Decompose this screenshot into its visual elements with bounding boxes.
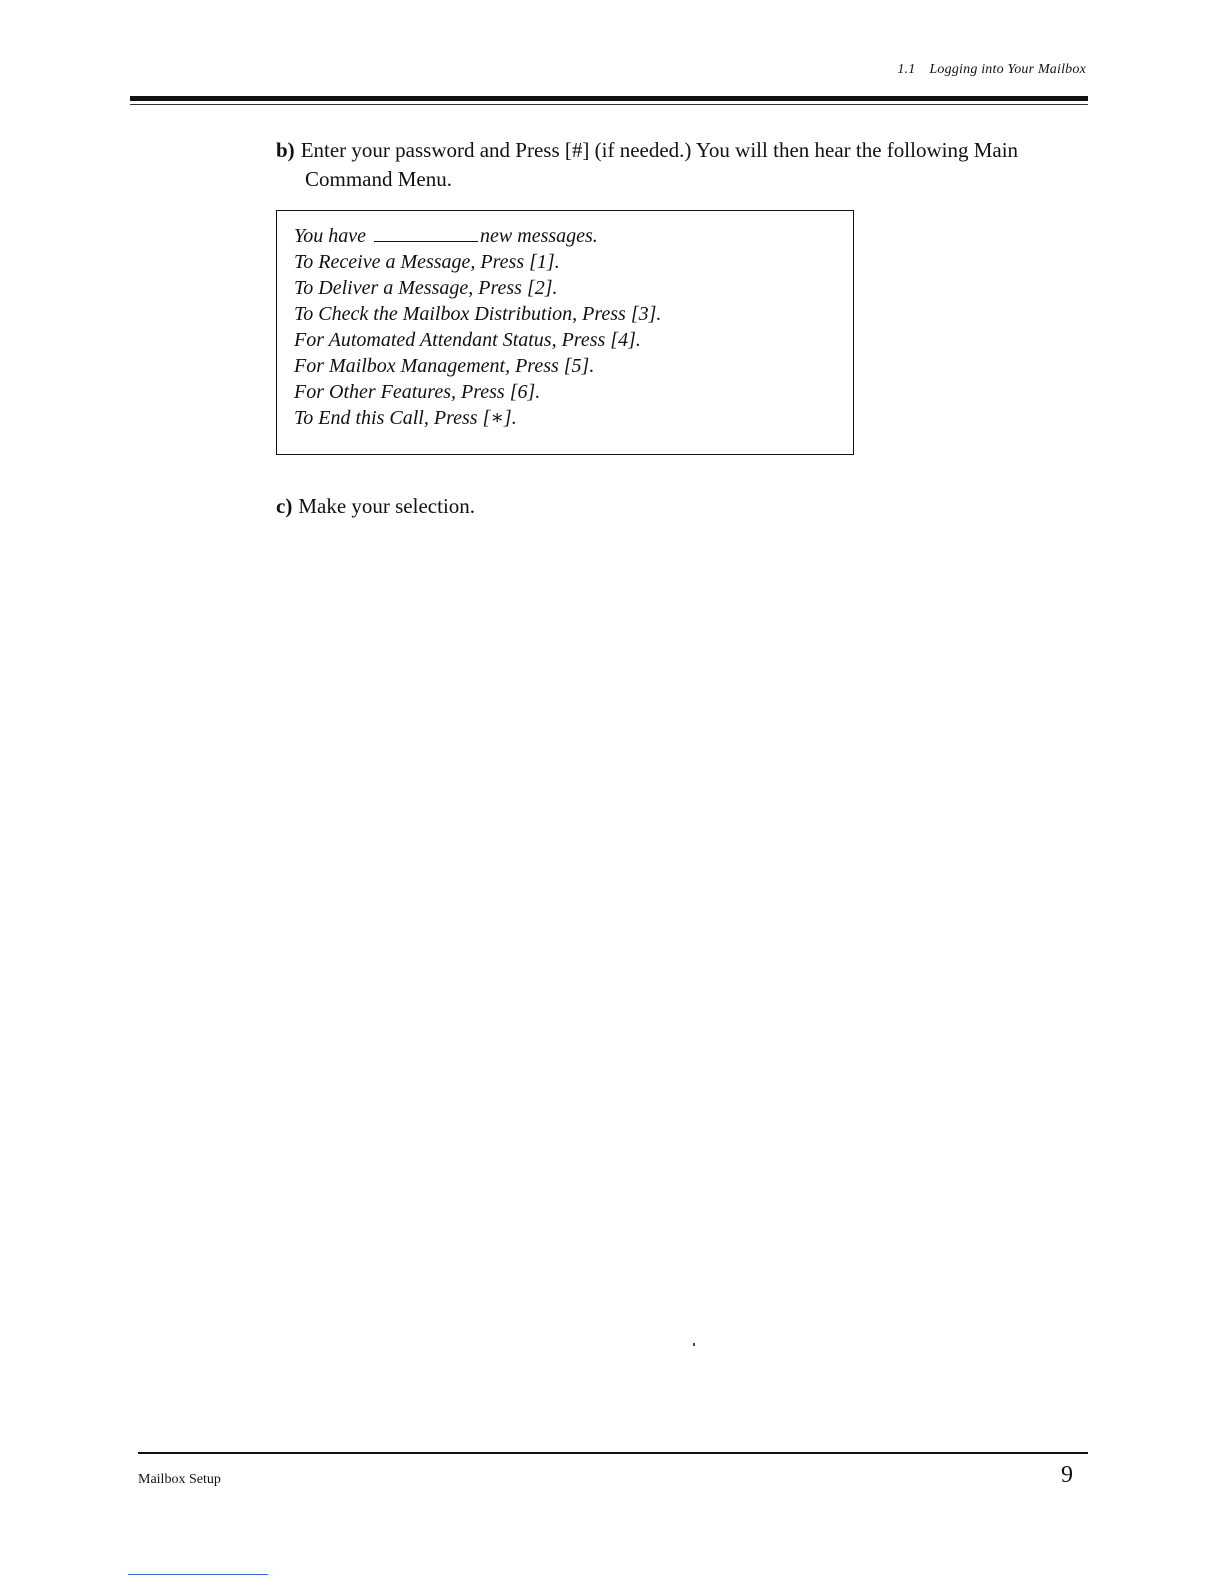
menu-line-new-messages xyxy=(294,223,661,249)
step-b-marker: b) xyxy=(276,138,295,162)
running-head xyxy=(897,62,1086,78)
step-c-text: Make your selection. xyxy=(298,494,476,518)
new-messages-suffix: new messages. xyxy=(480,225,598,247)
step-b-line2: Command Menu. xyxy=(305,167,452,191)
new-messages-prefix: You have xyxy=(294,225,367,247)
section-number: 1.1 xyxy=(897,62,916,77)
step-b xyxy=(276,136,1076,194)
menu-option: For Other Features, Press [6]. xyxy=(294,381,541,403)
menu-option: For Automated Attendant Status, Press [4]. xyxy=(294,329,641,351)
main-command-menu-box xyxy=(276,210,854,455)
menu-option: To Deliver a Message, Press [2]. xyxy=(294,277,558,299)
footer-chapter-title: Mailbox Setup xyxy=(138,1472,221,1487)
menu-list xyxy=(294,223,661,431)
header-rule xyxy=(130,96,1088,101)
menu-option: To Receive a Message, Press [1]. xyxy=(294,251,560,273)
footer-rule xyxy=(138,1452,1088,1454)
step-c-marker: c) xyxy=(276,494,293,518)
header-rule-thin xyxy=(130,104,1088,105)
section-title: Logging into Your Mailbox xyxy=(929,62,1086,77)
message-count-blank xyxy=(374,226,478,242)
scan-speck xyxy=(693,1343,695,1346)
page-number: 9 xyxy=(1061,1462,1073,1488)
step-c xyxy=(276,492,475,521)
step-b-line1: Enter your password and Press [#] (if needed.) You will then hear the following Main xyxy=(300,138,1019,162)
scan-edge-mark xyxy=(128,1574,268,1575)
menu-option: For Mailbox Management, Press [5]. xyxy=(294,355,595,377)
menu-option: To End this Call, Press [∗]. xyxy=(294,407,517,429)
menu-option: To Check the Mailbox Distribution, Press [3]. xyxy=(294,303,662,325)
